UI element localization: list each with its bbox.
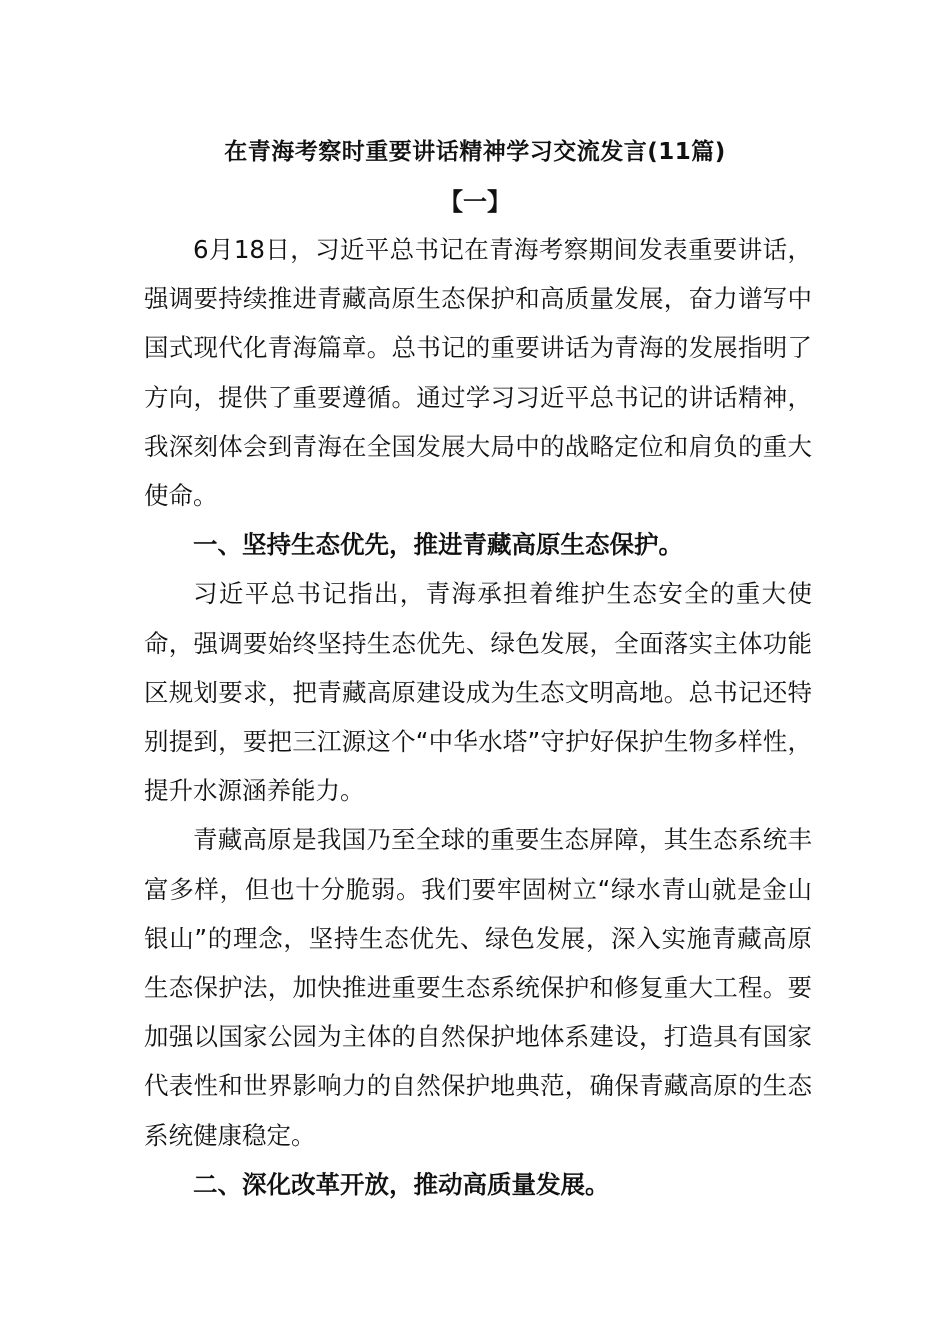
section-heading-1: 一、坚持生态优先，推进青藏高原生态保护。 xyxy=(193,530,683,560)
section-heading-2: 二、深化改革开放，推动高质量发展。 xyxy=(193,1169,610,1199)
body-paragraph-2: 习近平总书记指出，青海承担着维护生态安全的重大使命，强调要始终坚持生态优先、绿色发展，全面落实主体功能区规划要求，把青藏高原建设成为生态文明高地。总书记还特别提到，要把三江源这个“中华水塔”守护好保护生物多样性，提升水源涵养能力。 xyxy=(144,579,812,806)
body-paragraph-3: 青藏高原是我国乃至全球的重要生态屏障，其生态系统丰富多样，但也十分脆弱。我们要牢固树立“绿水青山就是金山银山”的理念，坚持生态优先、绿色发展，深入实施青藏高原生态保护法，加快推进重要生态系统保护和修复重大工程。要加强以国家公园为主体的自然保护地体系建设，打造具有国家代表性和世界影响力的自然保护地典范，确保青藏高原的生态系统健康稳定。 xyxy=(144,825,812,1150)
body-paragraph-1: 6月18日，习近平总书记在青海考察期间发表重要讲话，强调要持续推进青藏高原生态保护和高质量发展，奋力谱写中国式现代化青海篇章。总书记的重要讲话为青海的发展指明了方向，提供了重要遵循。通过学习习近平总书记的讲话精神，我深刻体会到青海在全国发展大局中的战略定位和肩负的重大使命。 xyxy=(144,235,812,511)
document-body xyxy=(144,225,812,1209)
part-label: 【一】 xyxy=(439,188,511,216)
document-title: 在青海考察时重要讲话精神学习交流发言(11篇) xyxy=(224,139,726,165)
